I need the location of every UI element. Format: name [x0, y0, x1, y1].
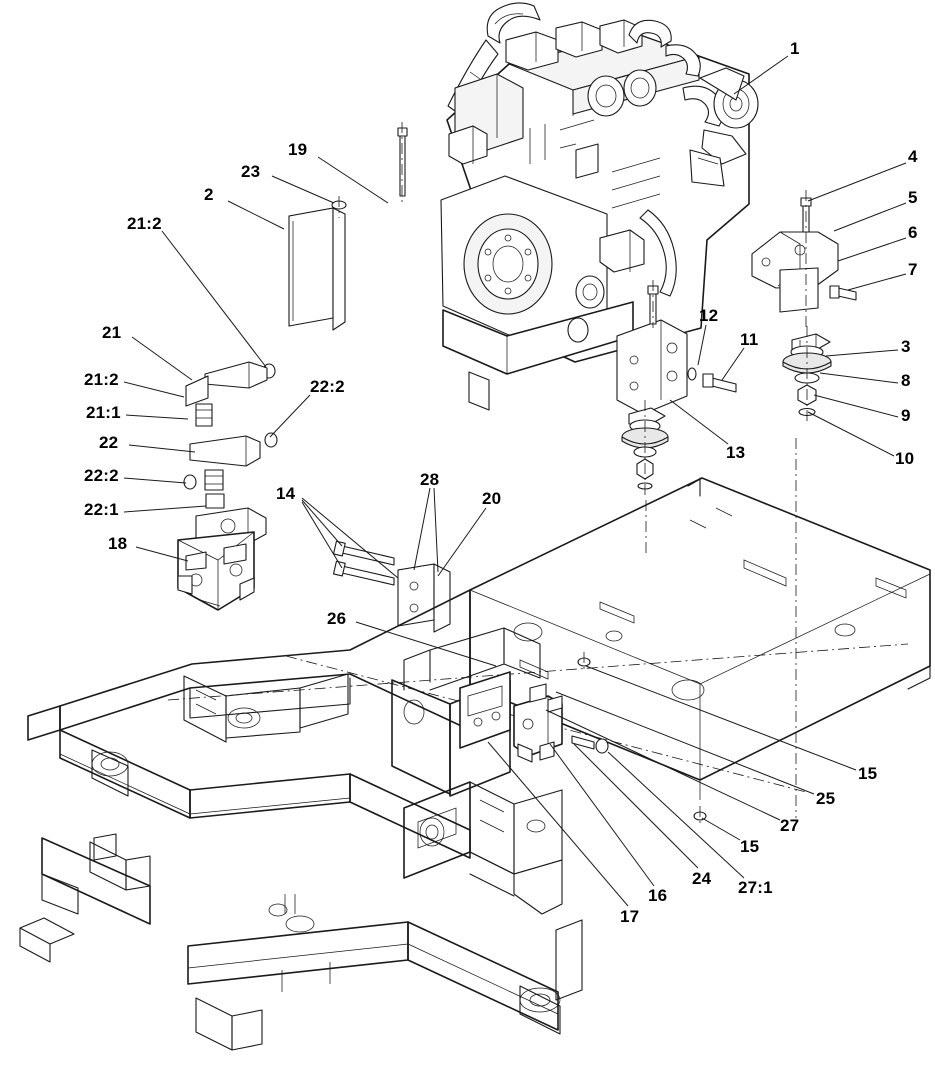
callout-13: 13: [726, 443, 746, 462]
callout-20: 20: [482, 489, 502, 508]
callout-15-b: 15: [740, 837, 760, 856]
part-4-10-right-mount: [752, 190, 856, 422]
callout-4: 4: [908, 147, 918, 166]
callout-14: 14: [276, 484, 296, 503]
callout-9: 9: [901, 406, 911, 425]
callout-15-a: 15: [858, 764, 878, 783]
callout-22-2-b: 22:2: [310, 377, 345, 396]
callout-25: 25: [816, 789, 836, 808]
callout-5: 5: [908, 188, 918, 207]
part-19-23-fastener: [332, 122, 407, 218]
callout-16: 16: [648, 886, 668, 905]
part-20-28-bracket: [334, 541, 450, 632]
callout-7: 7: [908, 260, 918, 279]
callout-22-1: 22:1: [84, 500, 119, 519]
callout-8: 8: [901, 371, 911, 390]
callout-27: 27: [780, 816, 800, 835]
part-18-pump: [178, 508, 266, 610]
callout-6: 6: [908, 223, 918, 242]
callout-26: 26: [327, 609, 347, 628]
callout-18: 18: [108, 534, 128, 553]
callout-2: 2: [204, 185, 214, 204]
callout-21-2-b: 21:2: [84, 370, 119, 389]
callout-10: 10: [895, 449, 915, 468]
callout-21: 21: [102, 323, 122, 342]
part-2-shield: [289, 208, 345, 330]
engine-assembly: [441, 3, 758, 410]
part-21-22-fittings: [184, 362, 277, 508]
callout-1: 1: [790, 39, 800, 58]
callout-17: 17: [620, 907, 640, 926]
callout-21-2-a: 21:2: [127, 214, 162, 233]
callout-19: 19: [288, 140, 308, 159]
part-24-27-valve-block: [460, 652, 706, 826]
callout-22-2-a: 22:2: [84, 466, 119, 485]
chassis-frame: [20, 438, 930, 1050]
callout-12: 12: [699, 306, 719, 325]
callout-22: 22: [99, 433, 119, 452]
callout-3: 3: [901, 337, 911, 356]
callout-27-1: 27:1: [738, 878, 773, 897]
callout-28: 28: [420, 470, 440, 489]
callout-11: 11: [740, 330, 759, 349]
callout-21-1: 21:1: [86, 403, 121, 422]
callout-24: 24: [692, 869, 712, 888]
callout-23: 23: [241, 162, 261, 181]
